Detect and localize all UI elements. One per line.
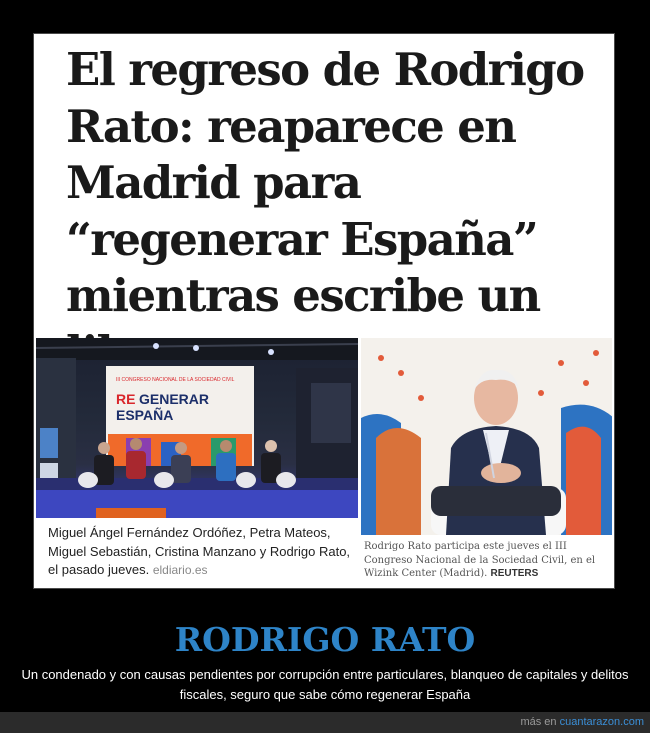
news-headline: El regreso de Rodrigo Rato: reaparece en Madrid para “regenerar España” mientras escribe un [66,43,584,322]
meme-frame [33,33,615,589]
caption-left-source: eldiario.es [152,563,208,577]
meme-title: RODRIGO RATO [174,620,476,659]
banner-re: RE [116,391,136,407]
portrait-illustration [361,338,612,535]
caption-left [48,524,353,580]
footer-credit [520,716,644,728]
rato-photo [361,338,612,535]
caption-right-text: Rodrigo Rato participa este jueves el III Congreso Nacional de la Sociedad Civil, en el Wizink Center (Madrid). [364,541,596,579]
footer-site-link[interactable]: cuantarazon.com [559,716,644,728]
footer-bar [0,712,650,733]
caption-right-source: REUTERS [490,568,539,579]
caption-right [364,540,612,581]
stage-illustration [36,338,358,518]
meme-description: Un condenado y con causas pendientes por corrupción entre particulares, blanqueo de capitales y delitos fiscales, seguro que sabe cómo regenerar España [21,667,629,702]
meme-content [36,36,612,586]
banner-small-text: III CONGRESO NACIONAL DE LA SOCIEDAD CIVIL [116,377,235,383]
banner-generar: GENERAR [139,391,210,407]
caption-left-text: Miguel Ángel Fernández Ordóñez, Petra Mateos, Miguel Sebastián, Cristina Manzano y Rodrigo Rato, el pasado jueves. [48,525,351,577]
panel-photo [36,338,358,518]
banner-espana: ESPAÑA [116,407,174,423]
footer-prefix: más en [520,716,557,728]
